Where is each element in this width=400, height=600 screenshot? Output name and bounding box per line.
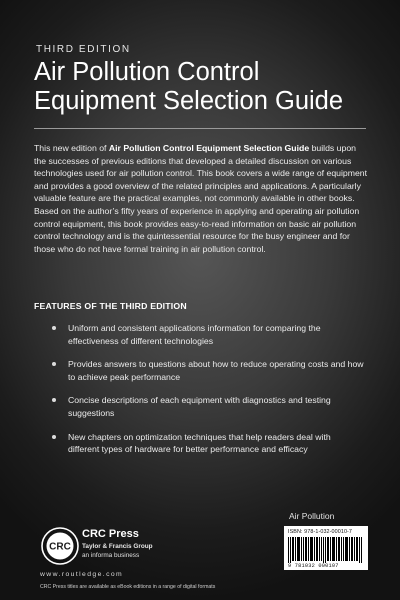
features-heading: FEATURES OF THE THIRD EDITION <box>34 301 187 311</box>
bullet-icon <box>52 398 56 402</box>
bullet-icon <box>52 362 56 366</box>
barcode-number: 9 781032 000107 <box>288 563 339 569</box>
publisher-url: www.routledge.com <box>40 571 124 578</box>
barcode-block <box>284 526 368 570</box>
feature-item <box>52 322 364 347</box>
ebook-note: CRC Press titles are available as eBook editions in a range of digital formats <box>40 584 216 590</box>
feature-item <box>52 431 364 456</box>
feature-text: Uniform and consistent applications information for comparing the effectiveness of different technologies <box>68 323 321 346</box>
publisher-name: CRC Press <box>82 528 139 540</box>
bullet-icon <box>52 326 56 330</box>
description-intro: This new edition of <box>34 143 109 153</box>
edition-label: THIRD EDITION <box>36 44 131 55</box>
bullet-icon <box>52 435 56 439</box>
description-body: builds upon the successes of previous editions that developed a detailed discussion on various technologies used for air pollution control. This book covers a wide range of equipment and provides a good overview of the related principles and applications. A particularly valuable feature are the practical examples, not commonly available in other books. Based on the author’s fifty years of experience in applying and operating air pollution control equipment, this book provides easy-to-read information on basic air pollution control technology and is the quintessential resource for the busy engineer and for those who do not have formal training in air pollution control. <box>34 143 368 254</box>
book-description <box>34 142 370 255</box>
title-divider <box>34 128 366 129</box>
publisher-tagline: an informa business <box>82 552 140 559</box>
publisher-group: Taylor & Francis Group <box>82 543 153 550</box>
book-title-line-1: Air Pollution Control <box>34 58 260 86</box>
crc-press-logo <box>40 526 80 566</box>
description-book-title: Air Pollution Control Equipment Selection Guide <box>108 143 310 153</box>
book-title-line-2: Equipment Selection Guide <box>34 87 344 115</box>
isbn-label: ISBN: 978-1-032-00010-7 <box>288 529 353 535</box>
feature-text: Provides answers to questions about how to reduce operating costs and how to achieve peak performance <box>68 359 364 382</box>
barcode-icon <box>288 537 364 563</box>
feature-item <box>52 358 364 383</box>
book-title <box>34 58 374 116</box>
subject-category: Air Pollution <box>289 511 335 521</box>
feature-text: New chapters on optimization techniques that help readers deal with different types of hardware for better performance and efficacy <box>68 431 331 455</box>
feature-text: Concise descriptions of each equipment with diagnostics and testing suggestions <box>68 395 331 418</box>
logo-text: CRC <box>49 541 71 553</box>
feature-item <box>52 394 364 419</box>
features-list <box>52 322 364 467</box>
